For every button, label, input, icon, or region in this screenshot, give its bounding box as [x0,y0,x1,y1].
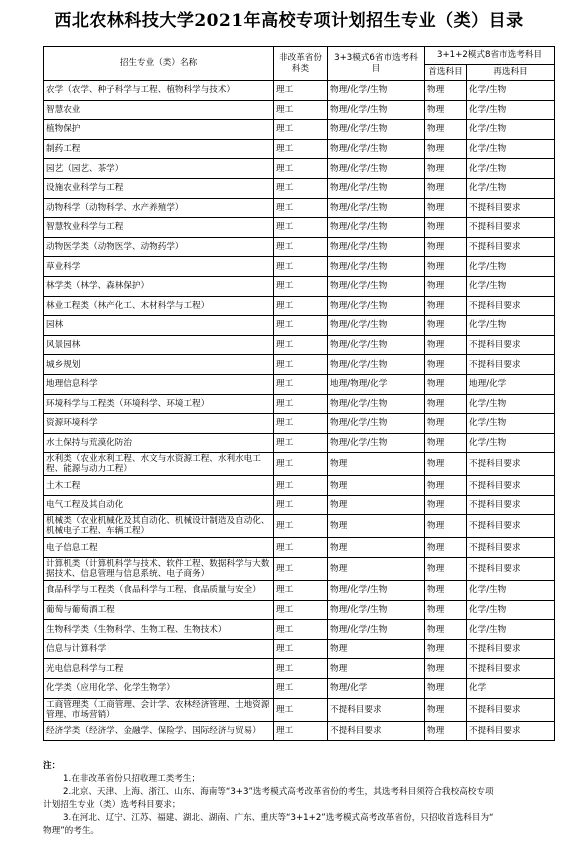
cell-first-subject: 物理 [425,698,467,721]
note-1: 1.在非改革省份只招收理工类考生； [63,774,201,784]
table-row [44,698,555,721]
cell-major-name: 林学类（林学、森林保护） [44,276,274,296]
cell-first-subject: 物理 [425,276,467,296]
majors-table [43,46,555,741]
cell-3plus3-subjects: 物理/化学/生物 [328,600,425,620]
header-second-subject: 再选科目 [467,65,555,81]
table-row [44,374,555,394]
cell-type: 理工 [274,257,328,277]
cell-major-name: 土木工程 [44,476,274,496]
cell-second-subject: 化学/生物 [467,178,555,198]
cell-second-subject: 不提科目要求 [467,476,555,496]
cell-major-name: 计算机类（计算机科学与技术、软件工程、数据科学与大数据技术、信息管理与信息系统、电子商务） [44,558,274,581]
cell-3plus3-subjects: 物理/化学/生物 [328,159,425,179]
cell-3plus3-subjects: 物理/化学/生物 [328,257,425,277]
header-name: 招生专业（类）名称 [44,47,274,81]
cell-type: 理工 [274,495,328,515]
notes [43,760,554,838]
cell-first-subject: 物理 [425,355,467,375]
cell-first-subject: 物理 [425,100,467,120]
table-row [44,335,555,355]
cell-3plus3-subjects: 物理/化学/生物 [328,198,425,218]
cell-type: 理工 [274,81,328,101]
cell-3plus3-subjects: 地理/物理/化学 [328,374,425,394]
cell-first-subject: 物理 [425,600,467,620]
cell-type: 理工 [274,679,328,699]
cell-3plus3-subjects: 物理/化学/生物 [328,335,425,355]
cell-second-subject: 地理/化学 [467,374,555,394]
table-row [44,355,555,375]
cell-3plus3-subjects: 物理/化学/生物 [328,276,425,296]
cell-second-subject: 不提科目要求 [467,639,555,659]
cell-first-subject: 物理 [425,81,467,101]
cell-major-name: 动物医学类（动物医学、动物药学） [44,237,274,257]
cell-3plus3-subjects: 物理/化学/生物 [328,218,425,238]
cell-type: 理工 [274,721,328,741]
cell-3plus3-subjects: 物理/化学/生物 [328,237,425,257]
cell-major-name: 食品科学与工程类（食品科学与工程、食品质量与安全） [44,581,274,601]
cell-major-name: 化学类（应用化学、化学生物学） [44,679,274,699]
cell-first-subject: 物理 [425,159,467,179]
cell-first-subject: 物理 [425,476,467,496]
cell-major-name: 林业工程类（林产化工、木材科学与工程） [44,296,274,316]
cell-type: 理工 [274,296,328,316]
cell-first-subject: 物理 [425,120,467,140]
cell-type: 理工 [274,120,328,140]
table-row [44,218,555,238]
cell-second-subject: 化学/生物 [467,316,555,336]
note-2-cont: 计划招生专业（类）选考科目要求； [43,800,181,810]
table-row [44,515,555,538]
cell-major-name: 地理信息科学 [44,374,274,394]
cell-type: 理工 [274,316,328,336]
header-type: 非改革省份科类 [274,47,328,81]
table-row [44,81,555,101]
cell-type: 理工 [274,414,328,434]
cell-major-name: 经济学类（经济学、金融学、保险学、国际经济与贸易） [44,721,274,741]
cell-type: 理工 [274,558,328,581]
cell-first-subject: 物理 [425,721,467,741]
cell-first-subject: 物理 [425,316,467,336]
cell-second-subject: 化学/生物 [467,257,555,277]
cell-second-subject: 化学/生物 [467,159,555,179]
table-row [44,414,555,434]
cell-second-subject: 不提科目要求 [467,335,555,355]
cell-first-subject: 物理 [425,394,467,414]
cell-3plus3-subjects: 物理/化学/生物 [328,620,425,640]
cell-first-subject: 物理 [425,198,467,218]
cell-first-subject: 物理 [425,139,467,159]
table-row [44,659,555,679]
cell-second-subject: 不提科目要求 [467,218,555,238]
cell-3plus3-subjects: 不提科目要求 [328,721,425,741]
table-row [44,159,555,179]
cell-type: 理工 [274,276,328,296]
cell-type: 理工 [274,237,328,257]
table-row [44,394,555,414]
cell-type: 理工 [274,453,328,476]
cell-first-subject: 物理 [425,296,467,316]
cell-type: 理工 [274,639,328,659]
cell-3plus3-subjects: 物理/化学/生物 [328,120,425,140]
cell-major-name: 智慧农业 [44,100,274,120]
cell-major-name: 电气工程及其自动化 [44,495,274,515]
table-row [44,237,555,257]
cell-3plus3-subjects: 物理 [328,538,425,558]
table-row [44,620,555,640]
cell-second-subject: 不提科目要求 [467,659,555,679]
cell-second-subject: 化学/生物 [467,433,555,453]
cell-first-subject: 物理 [425,335,467,355]
cell-type: 理工 [274,218,328,238]
cell-second-subject: 化学/生物 [467,81,555,101]
cell-second-subject: 化学 [467,679,555,699]
cell-first-subject: 物理 [425,495,467,515]
cell-3plus3-subjects: 物理 [328,453,425,476]
cell-major-name: 水土保持与荒漠化防治 [44,433,274,453]
cell-major-name: 风景园林 [44,335,274,355]
page-title: 西北农林科技大学2021年高校专项计划招生专业（类）目录 [54,11,524,31]
cell-first-subject: 物理 [425,538,467,558]
cell-3plus3-subjects: 物理/化学/生物 [328,316,425,336]
cell-first-subject: 物理 [425,257,467,277]
cell-3plus3-subjects: 物理 [328,659,425,679]
cell-type: 理工 [274,600,328,620]
cell-first-subject: 物理 [425,218,467,238]
table-row [44,139,555,159]
cell-first-subject: 物理 [425,515,467,538]
cell-first-subject: 物理 [425,453,467,476]
cell-type: 理工 [274,335,328,355]
table-row [44,558,555,581]
header-3plus3: 3+3模式6省市选考科目 [328,47,425,81]
header-first-subject: 首选科目 [425,65,467,81]
cell-type: 理工 [274,178,328,198]
cell-second-subject: 化学/生物 [467,100,555,120]
cell-major-name: 电子信息工程 [44,538,274,558]
cell-first-subject: 物理 [425,620,467,640]
cell-major-name: 信息与计算科学 [44,639,274,659]
cell-major-name: 园艺（园艺、茶学） [44,159,274,179]
table-row [44,538,555,558]
table-row [44,600,555,620]
cell-3plus3-subjects: 物理/化学/生物 [328,100,425,120]
table-row [44,495,555,515]
cell-second-subject: 不提科目要求 [467,453,555,476]
cell-second-subject: 不提科目要求 [467,698,555,721]
table-row [44,178,555,198]
cell-first-subject: 物理 [425,414,467,434]
cell-second-subject: 不提科目要求 [467,538,555,558]
cell-first-subject: 物理 [425,237,467,257]
cell-major-name: 制药工程 [44,139,274,159]
cell-type: 理工 [274,394,328,414]
cell-type: 理工 [274,159,328,179]
cell-3plus3-subjects: 物理 [328,639,425,659]
table-row [44,120,555,140]
cell-second-subject: 不提科目要求 [467,355,555,375]
cell-second-subject: 化学/生物 [467,581,555,601]
cell-second-subject: 化学/生物 [467,620,555,640]
cell-major-name: 葡萄与葡萄酒工程 [44,600,274,620]
cell-first-subject: 物理 [425,558,467,581]
cell-first-subject: 物理 [425,374,467,394]
table-body [44,81,555,741]
cell-3plus3-subjects: 不提科目要求 [328,698,425,721]
cell-type: 理工 [274,620,328,640]
cell-3plus3-subjects: 物理/化学/生物 [328,414,425,434]
cell-major-name: 城乡规划 [44,355,274,375]
cell-major-name: 植物保护 [44,120,274,140]
table-row [44,100,555,120]
cell-major-name: 资源环境科学 [44,414,274,434]
cell-first-subject: 物理 [425,433,467,453]
cell-type: 理工 [274,538,328,558]
header-3plus1plus2: 3+1+2模式8省市选考科目 [425,47,555,65]
cell-second-subject: 不提科目要求 [467,296,555,316]
cell-second-subject: 不提科目要求 [467,515,555,538]
cell-3plus3-subjects: 物理/化学/生物 [328,178,425,198]
cell-major-name: 水利类（农业水利工程、水文与水资源工程、水利水电工程、能源与动力工程） [44,453,274,476]
cell-second-subject: 不提科目要求 [467,721,555,741]
cell-3plus3-subjects: 物理/化学/生物 [328,355,425,375]
cell-second-subject: 化学/生物 [467,394,555,414]
cell-3plus3-subjects: 物理/化学/生物 [328,296,425,316]
table-row [44,581,555,601]
table-row [44,198,555,218]
cell-3plus3-subjects: 物理 [328,495,425,515]
cell-first-subject: 物理 [425,679,467,699]
cell-major-name: 光电信息科学与工程 [44,659,274,679]
table-row [44,453,555,476]
cell-type: 理工 [274,698,328,721]
notes-heading: 注： [43,761,61,771]
cell-type: 理工 [274,476,328,496]
cell-major-name: 生物科学类（生物科学、生物工程、生物技术） [44,620,274,640]
table-row [44,276,555,296]
cell-3plus3-subjects: 物理/化学/生物 [328,433,425,453]
cell-type: 理工 [274,659,328,679]
cell-second-subject: 化学/生物 [467,414,555,434]
cell-major-name: 环境科学与工程类（环境科学、环境工程） [44,394,274,414]
table-row [44,639,555,659]
cell-first-subject: 物理 [425,178,467,198]
cell-first-subject: 物理 [425,581,467,601]
cell-type: 理工 [274,355,328,375]
table-row [44,721,555,741]
table-row [44,296,555,316]
cell-second-subject: 化学/生物 [467,120,555,140]
table-row [44,257,555,277]
cell-second-subject: 化学/生物 [467,139,555,159]
cell-major-name: 设施农业科学与工程 [44,178,274,198]
cell-second-subject: 化学/生物 [467,600,555,620]
cell-major-name: 工商管理类（工商管理、会计学、农林经济管理、土地资源管理、市场营销） [44,698,274,721]
table-row [44,679,555,699]
cell-type: 理工 [274,198,328,218]
cell-second-subject: 不提科目要求 [467,558,555,581]
cell-3plus3-subjects: 物理/化学/生物 [328,139,425,159]
cell-type: 理工 [274,433,328,453]
cell-3plus3-subjects: 物理/化学/生物 [328,81,425,101]
note-3-cont: 物理”的考生。 [43,826,100,836]
cell-3plus3-subjects: 物理 [328,515,425,538]
cell-major-name: 草业科学 [44,257,274,277]
cell-second-subject: 不提科目要求 [467,198,555,218]
cell-type: 理工 [274,581,328,601]
cell-second-subject: 不提科目要求 [467,237,555,257]
table-row [44,316,555,336]
cell-3plus3-subjects: 物理/化学/生物 [328,394,425,414]
cell-type: 理工 [274,515,328,538]
cell-first-subject: 物理 [425,639,467,659]
table-row [44,433,555,453]
cell-major-name: 农学（农学、种子科学与工程、植物科学与技术） [44,81,274,101]
note-3: 3.在河北、辽宁、江苏、福建、湖北、湖南、广东、重庆等“3+1+2”选考模式高考改革省份，只招收首选科目为“ [63,813,494,823]
cell-type: 理工 [274,100,328,120]
cell-type: 理工 [274,139,328,159]
cell-3plus3-subjects: 物理/化学 [328,679,425,699]
cell-major-name: 动物科学（动物科学、水产养殖学） [44,198,274,218]
cell-major-name: 园林 [44,316,274,336]
cell-major-name: 智慧牧业科学与工程 [44,218,274,238]
cell-second-subject: 不提科目要求 [467,495,555,515]
cell-major-name: 机械类（农业机械化及其自动化、机械设计制造及自动化、机械电子工程、车辆工程） [44,515,274,538]
table-row [44,476,555,496]
cell-first-subject: 物理 [425,659,467,679]
cell-3plus3-subjects: 物理 [328,558,425,581]
cell-second-subject: 化学/生物 [467,276,555,296]
cell-type: 理工 [274,374,328,394]
cell-3plus3-subjects: 物理 [328,476,425,496]
cell-3plus3-subjects: 物理/化学/生物 [328,581,425,601]
note-2: 2.北京、天津、上海、浙江、山东、海南等“3+3”选考模式高考改革省份的考生，其选考科目须符合我校高校专项 [63,787,494,797]
